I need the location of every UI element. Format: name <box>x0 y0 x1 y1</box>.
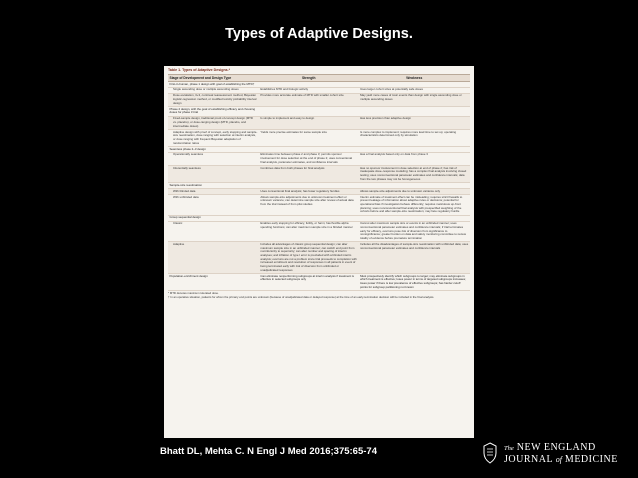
cell-design-type: Sample-size reestimation <box>168 183 259 189</box>
cell-strength: Provides more accurate estimate of MTD with smaller cohort size <box>259 93 359 106</box>
cell-weakness: Has less precision than adaptive design <box>359 116 470 129</box>
cell-design-type: Fixed-sample design, traditional proof-of-concept design (MTD vs. placebo), or dose-ranging design (MTD, placebo, and intermediate doses) <box>168 116 259 129</box>
header-stage: Stage of Development and Design Type <box>168 75 259 82</box>
table-row <box>168 166 470 183</box>
cell-strength: Allows sample-size adjustments due to unknown treatment effect or unknown variance; can determine sample size after review of actual data from the trial instead of from pilot studies <box>259 194 359 215</box>
cell-weakness: Interim estimate of treatment effect can be misleading; requires strict firewalls to prevent leakage of information about adaptive rules or decisions; potential for operational bias if investigators behave differently; requires meticulous up-front planning; uses nonconventional final analysis with prespecified weighting of the cohorts before and after sample-size reestimation; may face regulatory hurdle <box>359 194 470 215</box>
cell-weakness: Is more complex to implement; requires more lead time to set up; operating characteristics determined only by simulation <box>359 129 470 146</box>
adaptive-designs-table <box>168 75 470 291</box>
cell-design-type: Adaptive <box>168 242 259 274</box>
table-row <box>168 152 470 165</box>
table-row <box>168 129 470 146</box>
logo-medicine: MEDICINE <box>564 453 618 465</box>
cell-strength <box>259 107 359 117</box>
cell-strength: Yields more precise estimates for same sample size <box>259 129 359 146</box>
table-row <box>168 116 470 129</box>
table-row <box>168 242 470 274</box>
cell-design-type: Dose escalation, 3+3, continual reassessment method, Bayesian logistic-regression method, or modified toxicity probability interval design <box>168 93 259 106</box>
nejm-emblem-icon <box>482 442 498 464</box>
footnote: † In an operative situation, patients for whom the primary end points are unknown (because of unadjudicated data or delayed response) at the time of an early-termination decision will be included in the final analysis. <box>168 294 435 299</box>
cell-weakness: Includes all the disadvantages of sample-size reestimation with unblinded data; uses nonconventional parameter estimates and confidence intervals <box>359 242 470 274</box>
cell-design-type: Seamless phase 2–3 design <box>168 146 259 152</box>
table-row <box>168 107 470 117</box>
cell-weakness: Uses larger cohort sizes at potentially safe doses <box>359 87 470 93</box>
cell-design-type: Operationally seamless <box>168 152 259 165</box>
logo-journal: JOURNAL <box>504 453 553 465</box>
cell-strength: Includes all advantages of classic group sequential design; can alter maximum sample size in an unblinded manner; can switch end point from noninferiority to superiority; can alter number and spacing of interim analyses; and inflation of type I error is precluded with a blinded interim analysis; overruns are not a problem since trial proceeds to completion with increased enrollment and resolution of responses in all patients in event of being terminated early with risk of diversion from unblinded or unadjudicated responses <box>260 241 357 272</box>
cell-design-type: Group sequential design <box>168 215 259 221</box>
cell-weakness <box>359 107 470 117</box>
cell-design-type: Population-enrichment design <box>168 274 259 291</box>
table-caption: Table 1. Types of Adaptive Designs.* <box>168 68 470 75</box>
cell-weakness: Allows sample-size adjustments due to unknown variance only <box>359 189 470 195</box>
cell-design-type: With unblinded data <box>168 194 259 215</box>
cell-strength: Combines data from both phases for final analysis <box>259 166 359 183</box>
slide-title: Types of Adaptive Designs. <box>225 26 413 42</box>
logo-of: of <box>555 454 562 464</box>
nejm-logo <box>482 438 632 468</box>
header-strength: Strength <box>259 75 359 82</box>
cell-weakness: Has a final analysis based only on data from phase 3 <box>359 152 470 165</box>
cell-weakness: May yield more cases of toxic events than design with single ascending dose or multiple ascending doses <box>359 93 470 106</box>
table-row <box>168 194 470 215</box>
cell-design-type: Single ascending dose or multiple ascending doses <box>168 87 259 93</box>
table-row <box>168 93 470 106</box>
cell-strength: Is simple to implement and easy to design <box>259 116 359 129</box>
cell-design-type: First-in-human, phase 1 design with goal of establishing the MTD† <box>168 82 259 88</box>
cell-strength: Establishes MTD and biologic activity <box>259 87 359 93</box>
cell-strength: Can eliminate nonperforming subgroups at interim analysis if treatment is effective in selected subgroups only <box>259 274 359 291</box>
table-body <box>168 82 470 291</box>
cell-design-type: Inferentially seamless <box>168 166 259 183</box>
cell-strength: Eliminates time between phase 2 and phase 3; permits sponsor involvement for dose selection at the end of phase 2; uses conventional final analysis, parameter estimates, and confidence intervals <box>259 152 359 165</box>
table-row <box>168 274 470 291</box>
footnote: * MTD denotes maximum tolerated dose. <box>168 291 219 296</box>
cell-design-type: With blinded data <box>168 189 259 195</box>
logo-the: The <box>504 444 514 452</box>
cell-design-type: Adaptive design with proof of concept, early stopping and sample-size reestimation, dose ranging with selection at interim analysis, or dose ranging with frequent Bayesian adaptation of randomization ratios <box>168 129 259 146</box>
header-weakness: Weakness <box>359 75 470 82</box>
citation: Bhatt DL, Mehta C. N Engl J Med 2016;375:65-74 <box>160 446 377 457</box>
cell-design-type: Phase 2 design, with the goal of establishing efficacy and choosing doses for phase 3 trial <box>168 107 259 117</box>
cell-design-type: Classic <box>168 221 259 242</box>
footnotes <box>168 291 470 299</box>
table-document <box>164 66 474 438</box>
cell-strength: Enables early stopping for efficacy, futility, or harm; has flexible alpha spending functions; can alter maximum sample size in a blinded manner <box>259 221 359 242</box>
logo-new-england: NEW ENGLAND <box>516 441 596 453</box>
cell-strength: Uses conventional final analysis; has fewer regulatory hurdles <box>259 189 359 195</box>
cell-weakness: Cannot alter maximum sample size or events in an unblinded manner; uses nonconventional parameter estimates and confidence intervals; if trial terminates early for efficacy, overruns pose risk of diversion from significance to nonsignificance; greater burden on data and safety monitoring committee to review totality of evidence before premature termination <box>359 221 470 242</box>
cell-weakness: Must prospectively identify which subgroups to target; may eliminate subgroups in which treatment is effective; loses power in terms of targeted subgroups increases; loses power if there is low prevalence of effective subgroups; has harder cutoff points for subgroup partitioning not known <box>359 274 470 291</box>
table-row <box>168 221 470 242</box>
cell-weakness: Has no sponsor involvement in dose selection at end of phase 2; has risk of inadequate dose–response modeling; has a complex final analysis involving closed testing; uses nonconventional parameter estimates and confidence intervals; data from the two phases may not be homogeneous <box>359 166 470 183</box>
